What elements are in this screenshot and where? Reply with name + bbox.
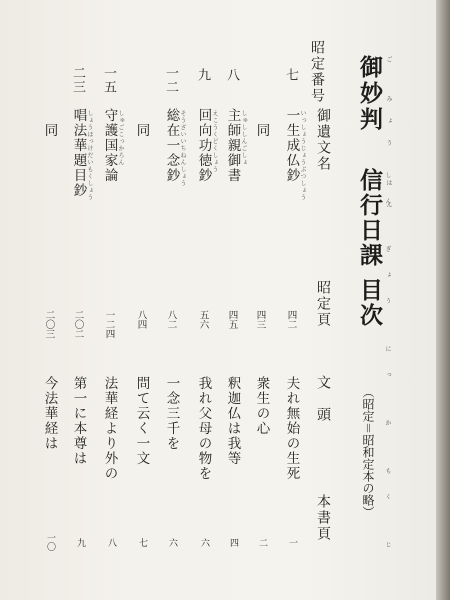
entry-page: 四五 — [226, 310, 238, 329]
entry-book-page: 六 — [167, 538, 177, 547]
entry-page: 八二 — [165, 310, 177, 329]
entry-work: 一生成仏鈔 — [283, 108, 300, 183]
entry-opening: 問て云く一文 — [133, 376, 150, 466]
entry-book-page: 一〇 — [45, 533, 55, 551]
entry-work: 総在一念鈔 — [163, 108, 180, 183]
book-page-edge — [436, 0, 450, 600]
header-work: 御遺文名 — [315, 108, 331, 172]
entry-work-ruby: えこうくどくしょう — [211, 110, 218, 173]
entry-opening: 法華経より外の — [101, 376, 118, 481]
entry-work-ruby: いっしょうじょうぶつしょう — [299, 110, 306, 201]
entry-work-ruby: しゅししんごしょ — [240, 110, 247, 166]
entry-number: 一五 — [101, 66, 116, 94]
title-ruby-text-2: しん ぎょう にっ か もく じ — [384, 172, 391, 568]
entry-number: 八 — [224, 68, 239, 82]
entry-page: 五六 — [197, 310, 209, 329]
entry-number: 二三 — [70, 66, 85, 94]
entry-work: 同 — [253, 123, 270, 138]
entry-page: 四三 — [254, 310, 266, 329]
header-number: 昭定番号 — [309, 40, 325, 104]
header-opening: 文 頭 — [315, 375, 331, 423]
entry-work-ruby: そうざいいちねんしょう — [179, 110, 186, 187]
entry-opening: 今法華経は — [41, 376, 58, 451]
entry-book-page: 七 — [137, 538, 147, 547]
entry-page: 二〇二 — [72, 310, 84, 339]
entry-book-page: 二 — [257, 538, 267, 547]
title-ruby-text-1: ご みょう はん — [385, 56, 392, 224]
entry-work-ruby: しゅごこっかろん — [117, 110, 124, 166]
entry-number: 九 — [195, 68, 210, 82]
entry-opening: 衆生の心 — [253, 376, 270, 436]
entry-page: 一二四 — [103, 310, 115, 339]
entry-work: 同 — [41, 123, 58, 138]
entry-opening: 夫れ無始の生死 — [283, 376, 300, 481]
entry-opening: 釈迦仏は我等 — [224, 376, 241, 466]
entry-work: 回向功徳鈔 — [195, 108, 212, 183]
title-note: （昭定＝昭和定本の略） — [361, 386, 375, 519]
entry-work: 唱法華題目鈔 — [70, 108, 87, 198]
entry-book-page: 六 — [199, 538, 209, 547]
entry-book-page: 八 — [106, 538, 116, 547]
entry-number: 一二 — [163, 66, 178, 94]
entry-opening: 一念三千を — [163, 376, 180, 451]
entry-opening: 第一に本尊は — [70, 376, 87, 466]
entry-opening: 我れ父母の物を — [195, 376, 212, 481]
entry-page: 四二 — [285, 310, 297, 329]
header-this-book-page: 本書頁 — [315, 494, 331, 542]
entry-page: 八四 — [135, 310, 147, 329]
entry-work-ruby: しょうほっけだいもくしょう — [86, 110, 93, 201]
page-title-part2: 信行日課 目次 — [356, 168, 383, 329]
entry-work: 主師親御書 — [224, 108, 241, 183]
page-title-part1: 御妙判 — [356, 55, 383, 133]
entry-work: 同 — [133, 123, 150, 138]
entry-book-page: 一 — [287, 538, 297, 547]
entry-work: 守護国家論 — [101, 108, 118, 183]
entry-book-page: 四 — [228, 538, 238, 547]
entry-page: 二〇三 — [43, 310, 55, 339]
entry-book-page: 九 — [75, 538, 85, 547]
header-page: 昭定頁 — [315, 280, 331, 328]
entry-number: 七 — [283, 68, 298, 82]
